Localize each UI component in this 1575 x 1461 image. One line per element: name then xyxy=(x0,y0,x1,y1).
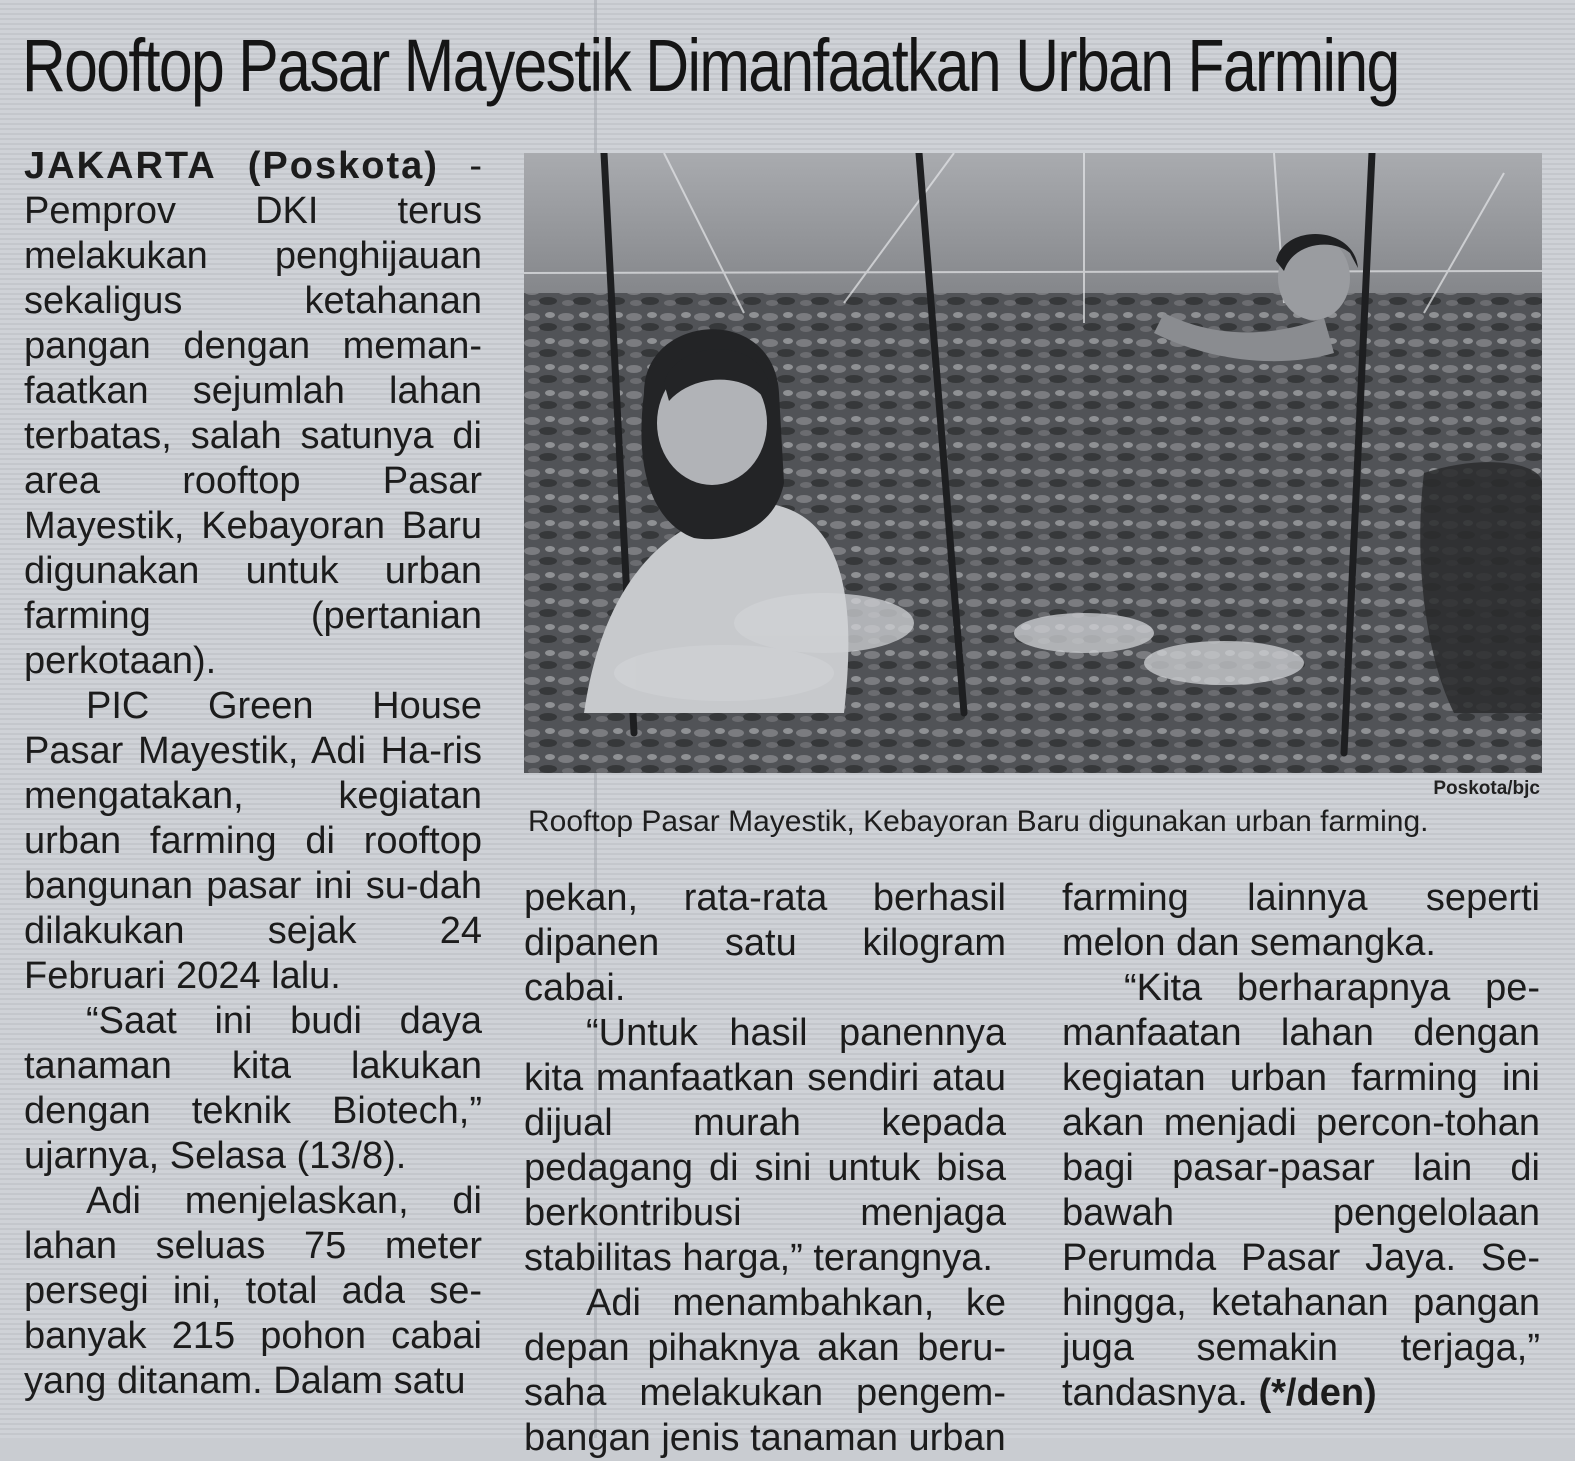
paragraph-4: Adi menjelaskan, di lahan seluas 75 meter persegi ini, total ada se-banyak 215 pohon cabai yang ditanam. Dalam satu xyxy=(24,1180,482,1402)
photo-credit: Poskota/bjc xyxy=(1433,778,1540,799)
author-signature: (*/den) xyxy=(1258,1372,1377,1414)
article-column-1 xyxy=(24,144,482,1404)
lead-text: - Pemprov DKI terus melakukan penghijauan sekaligus ketahanan pangan dengan meman-faatkan sejumlah lahan terbatas, salah satunya di area rooftop Pasar Mayestik, Kebayoran Baru digunakan untuk urban farming (pertanian perkotaan). xyxy=(24,145,482,682)
photo-caption: Rooftop Pasar Mayestik, Kebayoran Baru digunakan urban farming. xyxy=(528,805,1429,838)
article-column-2 xyxy=(524,876,1006,1461)
article-headline: Rooftop Pasar Mayestik Dimanfaatkan Urban Farming xyxy=(22,24,1399,107)
paragraph-8: farming lainnya seperti melon dan semangka. xyxy=(1062,877,1540,964)
greenhouse-photo-illustration xyxy=(524,153,1542,773)
paragraph-2: PIC Green House Pasar Mayestik, Adi Ha-ris mengatakan, kegiatan urban farming di rooftop bangunan pasar ini su-dah dilakukan sejak 24 Februari 2024 lalu. xyxy=(24,685,482,997)
paragraph-9 xyxy=(1062,966,1540,1416)
article-column-3 xyxy=(1062,876,1540,1416)
dateline: JAKARTA (Poskota) xyxy=(24,145,439,187)
paragraph-5: pekan, rata-rata berhasil dipanen satu kilogram cabai. xyxy=(524,877,1006,1009)
article-photo xyxy=(524,153,1542,773)
lead-paragraph xyxy=(24,144,482,684)
paragraph-7: Adi menambahkan, ke depan pihaknya akan beru-saha melakukan pengem-bangan jenis tanaman urban xyxy=(524,1282,1006,1459)
paragraph-6: “Untuk hasil panennya kita manfaatkan sendiri atau dijual murah kepada pedagang di sini untuk bisa berkontribusi menjaga stabilitas harga,” terangnya. xyxy=(524,1012,1006,1279)
paragraph-3: “Saat ini budi daya tanaman kita lakukan dengan teknik Biotech,” ujarnya, Selasa (13/8). xyxy=(24,1000,482,1177)
paragraph-9-text: “Kita berharapnya pe-manfaatan lahan dengan kegiatan urban farming ini akan menjadi percon-tohan bagi pasar-pasar lain di bawah pengelolaan Perumda Pasar Jaya. Se-hingga, ketahanan pangan juga semakin terjaga,” tandasnya. xyxy=(1062,967,1540,1414)
